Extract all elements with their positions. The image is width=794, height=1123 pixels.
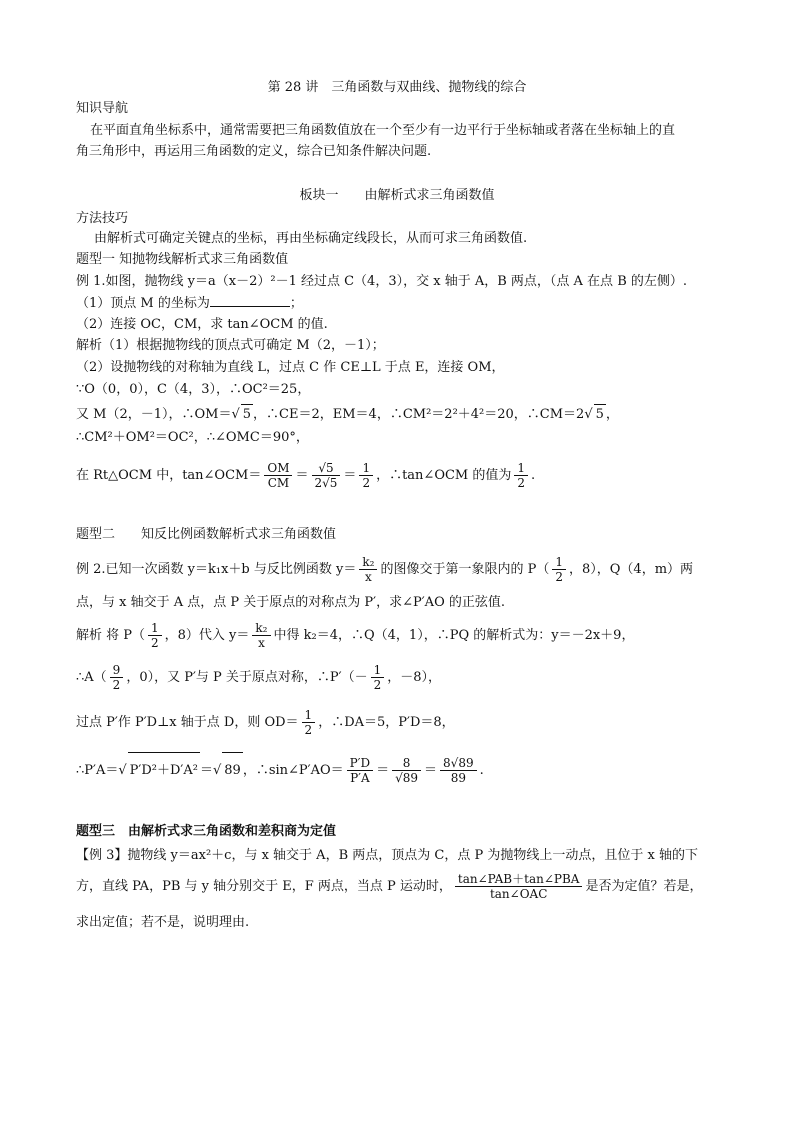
solution2-line3: 过点 P′作 P′D⊥x 轴于点 D，则 OD＝ $\frac{1}{2}$ ，∴DA＝5，P′D＝8， xyxy=(76,708,455,737)
example2-line1: 例 2.已知一次函数 y＝k₁x＋b 与反比例函数 y＝ $\frac{\text{k₂}}{x}$ 的图像交于第一象限内的 P（ $\frac{1}{2}$ ，8），Q（4，m）两 xyxy=(76,555,694,584)
fraction: $\frac{1}{2}$ xyxy=(359,461,373,490)
fraction: $\frac{OM}{CM}$ xyxy=(264,461,292,490)
solution2-line2: ∴A（ $\frac{9}{2}$ ，0），又 P′与 P 关于原点对称，∴P′（－ $\frac{1}{2}$ ，－8）， xyxy=(76,663,442,692)
page-title: 第 28 讲 三角函数与双曲线、抛物线的综合 xyxy=(267,80,527,95)
fraction: $\frac{\text{tan∠PAB＋tan∠PBA}}{\text{tan∠OAC}}$ xyxy=(455,872,583,901)
fraction: $\frac{8}{√89}$ xyxy=(392,756,421,785)
example3-line3: 求出定值；若不是，说明理由. xyxy=(76,915,250,930)
method-text: 由解析式可确定关键点的坐标，再由坐标确定线段长，从而可求三角函数值. xyxy=(94,231,528,246)
type2-title: 题型二 知反比例函数解析式求三角函数值 xyxy=(76,527,337,542)
answer-blank xyxy=(210,294,290,307)
example3-line2: 方，直线 PA，PB 与 y 轴分别交于 E，F 两点，当点 P 运动时， $\frac{\text{tan∠PAB＋tan∠PBA}}{\text{tan∠OAC}}$ 是否为定值？若是， xyxy=(76,872,703,901)
solution1-line5: ∴CM²＋OM²＝OC²，∴∠OMC＝90°， xyxy=(76,430,309,445)
section-title: 板块一 由解析式求三角函数值 xyxy=(299,188,495,203)
fraction: $\frac{1}{2}$ xyxy=(148,621,162,650)
example1-line1: 例 1.如图，抛物线 y＝a（x－2）²－1 经过点 C（4，3），交 x 轴于 A，B 两点，（点 A 在点 B 的左侧）. xyxy=(76,274,688,289)
fraction: $\frac{√5}{2√5}$ xyxy=(312,461,341,490)
fraction: $\frac{9}{2}$ xyxy=(110,663,124,692)
method-heading: 方法技巧 xyxy=(76,211,129,226)
fraction: $\frac{1}{2}$ xyxy=(514,461,528,490)
fraction: $\frac{\text{k₂}}{x}$ xyxy=(359,555,377,584)
fraction: $\frac{\text{k₂}}{x}$ xyxy=(252,621,270,650)
type3-title: 题型三 由解析式求三角函数和差积商为定值 xyxy=(76,824,337,839)
solution1-line3: ∵O（0，0），C（4，3），∴OC²＝25， xyxy=(76,382,311,397)
type1-title: 题型一 知抛物线解析式求三角函数值 xyxy=(76,252,289,267)
fraction: $\frac{1}{2}$ xyxy=(552,555,566,584)
example1-question2: （2）连接 OC，CM，求 tan∠OCM 的值. xyxy=(76,317,328,332)
fraction: $\frac{8√89}{89}$ xyxy=(440,756,477,785)
solution1-line4: 又 M（2，－1），∴OM＝√ 5 ，∴CE＝2，EM＝4，∴CM²＝2²＋4²＝20，∴CM＝2√ 5 ， xyxy=(76,404,754,425)
solution1-line1: 解析（1）根据抛物线的顶点式可确定 M（2，－1）； xyxy=(76,338,385,353)
example2-line2: 点，与 x 轴交于 A 点，点 P 关于原点的对称点为 P′，求∠P′AO 的正弦值. xyxy=(76,595,505,610)
fraction: $\frac{1}{2}$ xyxy=(302,708,316,737)
solution1-line6: 在 Rt△OCM 中，tan∠OCM＝ $\frac{OM}{CM}$ ＝ $\frac{√5}{2√5}$ ＝ $\frac{1}{2}$ ，∴tan∠OCM 的值为 $\frac{1}{2}$ . xyxy=(76,461,536,490)
solution1-line2: （2）设抛物线的对称轴为直线 L，过点 C 作 CE⊥L 于点 E，连接 OM， xyxy=(76,360,505,375)
fraction: $\frac{1}{2}$ xyxy=(371,663,385,692)
nav-heading: 知识导航 xyxy=(76,101,129,116)
nav-text-1: 在平面直角坐标系中，通常需要把三角函数值放在一个至少有一边平行于坐标轴或者落在坐标轴上的直 xyxy=(90,123,676,138)
solution2-line4: ∴P′A＝√ P′D²＋D′A² ＝√ 89 ，∴sin∠P′AO＝ $\frac{P'D}{P'A}$ ＝ $\frac{8}{√89}$ ＝ $\frac{8√89}{89}$ . xyxy=(76,752,754,789)
solution2-line1: 解析 将 P（ $\frac{1}{2}$ ，8）代入 y＝ $\frac{\text{k₂}}{x}$ 中得 k₂＝4，∴Q（4，1），∴PQ 的解析式为：y＝－2x＋9， xyxy=(76,621,635,650)
fraction: $\frac{P'D}{P'A}$ xyxy=(347,756,373,785)
example1-question1: （1）顶点 M 的坐标为 ； xyxy=(76,296,303,311)
example3-line1: 【例 3】抛物线 y＝ax²＋c，与 x 轴交于 A，B 两点，顶点为 C，点 P 为抛物线上一动点，且位于 x 轴的下 xyxy=(76,848,698,863)
nav-text-2: 角三角形中，再运用三角函数的定义，综合已知条件解决问题. xyxy=(76,144,432,159)
